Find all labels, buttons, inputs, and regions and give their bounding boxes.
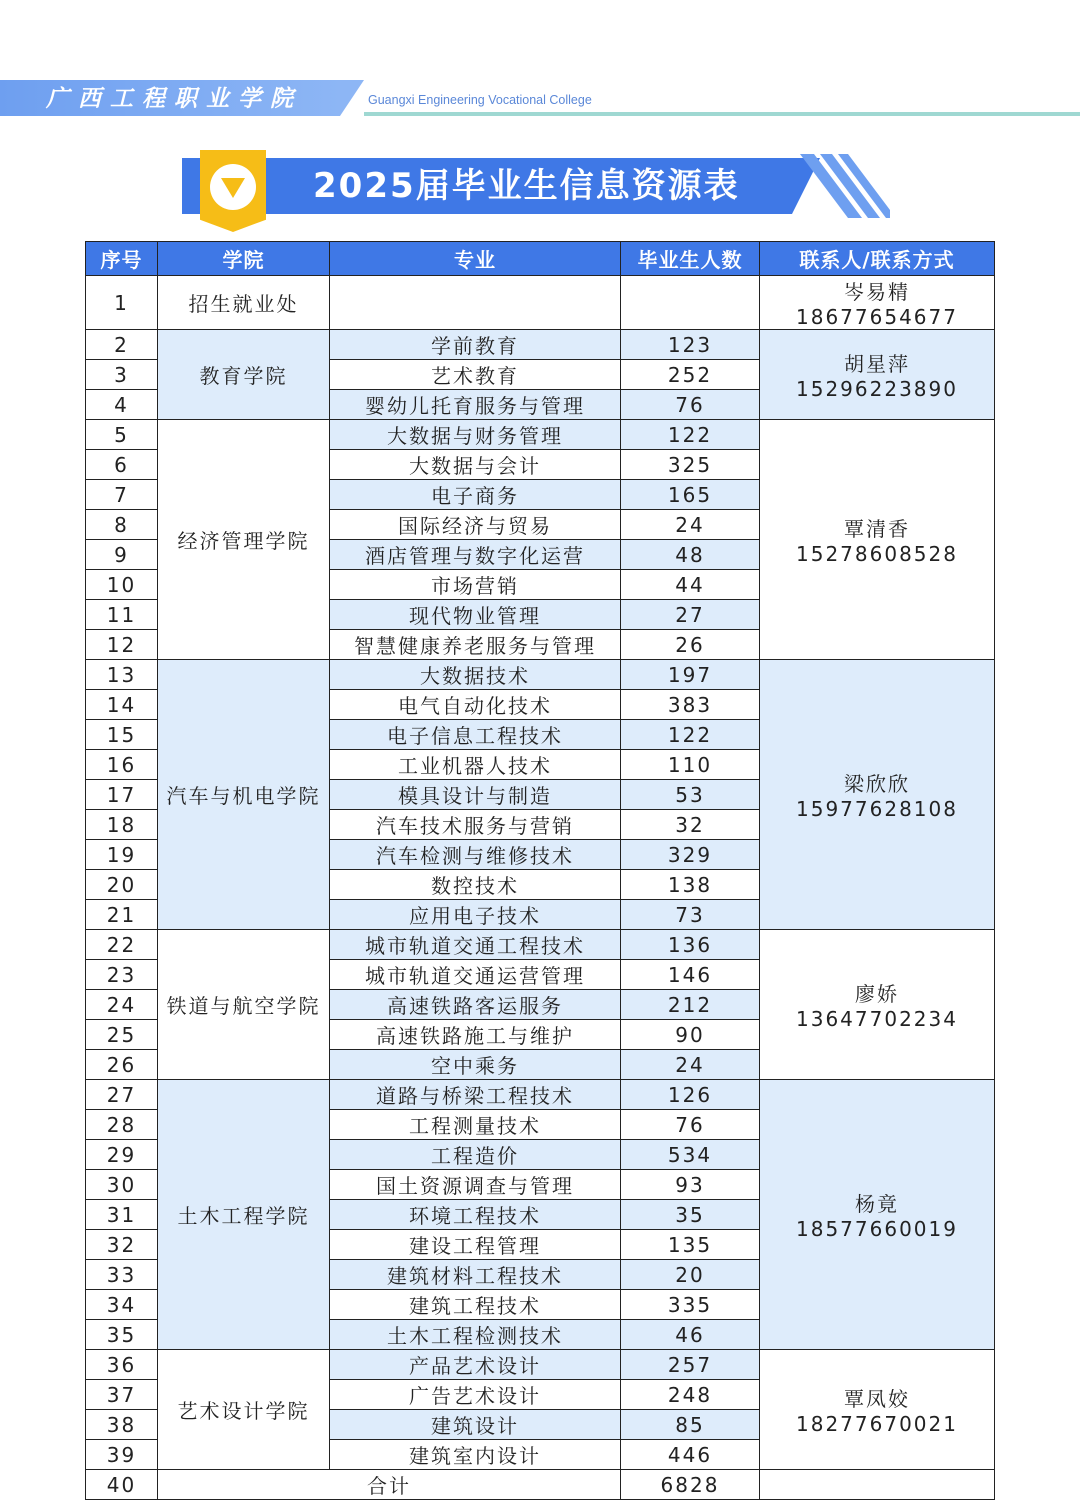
count-cell: 24: [621, 1050, 760, 1080]
row-index: 6: [86, 450, 158, 480]
row-index: 12: [86, 630, 158, 660]
major-cell: 建筑室内设计: [330, 1440, 621, 1470]
table-row: [86, 660, 995, 690]
contact-phone: 18277670021: [796, 1412, 958, 1436]
major-cell: 广告艺术设计: [330, 1380, 621, 1410]
contact-name: 廖娇: [855, 982, 899, 1006]
contact-phone: 18677654677: [796, 305, 958, 329]
count-cell: 110: [621, 750, 760, 780]
count-cell: 257: [621, 1350, 760, 1380]
row-index: 15: [86, 720, 158, 750]
count-cell: 32: [621, 810, 760, 840]
major-cell: 工程造价: [330, 1140, 621, 1170]
college-cell: 艺术设计学院: [158, 1350, 330, 1470]
triangle-icon: [221, 178, 245, 198]
total-count: 6828: [621, 1470, 760, 1500]
row-index: 17: [86, 780, 158, 810]
count-cell: 46: [621, 1320, 760, 1350]
row-index: 28: [86, 1110, 158, 1140]
count-cell: 197: [621, 660, 760, 690]
row-index: 31: [86, 1200, 158, 1230]
major-cell: 高速铁路客运服务: [330, 990, 621, 1020]
row-index: 1: [86, 276, 158, 330]
table-header-row: [86, 242, 995, 276]
row-index: 30: [86, 1170, 158, 1200]
college-cell: 教育学院: [158, 330, 330, 420]
college-cell: 土木工程学院: [158, 1080, 330, 1350]
contact-phone: 15278608528: [796, 542, 958, 566]
count-cell: 138: [621, 870, 760, 900]
major-cell: 现代物业管理: [330, 600, 621, 630]
count-cell: 325: [621, 450, 760, 480]
contact-name: 胡星萍: [844, 352, 910, 376]
major-cell: 国际经济与贸易: [330, 510, 621, 540]
count-cell: 93: [621, 1170, 760, 1200]
row-index: 2: [86, 330, 158, 360]
count-cell: 26: [621, 630, 760, 660]
count-cell: 48: [621, 540, 760, 570]
major-cell: 土木工程检测技术: [330, 1320, 621, 1350]
count-cell: 122: [621, 420, 760, 450]
major-cell: 大数据与会计: [330, 450, 621, 480]
row-index: 9: [86, 540, 158, 570]
major-cell: 学前教育: [330, 330, 621, 360]
contact-phone: 15977628108: [796, 797, 958, 821]
table-row: [86, 330, 995, 360]
major-cell: 建筑工程技术: [330, 1290, 621, 1320]
row-index: 8: [86, 510, 158, 540]
column-header-count: 毕业生人数: [621, 242, 760, 276]
contact-cell: [760, 1080, 995, 1350]
row-index: 37: [86, 1380, 158, 1410]
row-index: 36: [86, 1350, 158, 1380]
row-index: 13: [86, 660, 158, 690]
row-index: 38: [86, 1410, 158, 1440]
count-cell: 212: [621, 990, 760, 1020]
count-cell: 329: [621, 840, 760, 870]
count-cell: 252: [621, 360, 760, 390]
row-index: 18: [86, 810, 158, 840]
row-index: 23: [86, 960, 158, 990]
page-title: 2025届毕业生信息资源表: [313, 166, 740, 206]
major-cell: 建筑设计: [330, 1410, 621, 1440]
major-cell: 电气自动化技术: [330, 690, 621, 720]
count-cell: 24: [621, 510, 760, 540]
total-row: [86, 1470, 995, 1500]
row-index: 21: [86, 900, 158, 930]
table-body: [86, 276, 995, 1500]
college-cell: 汽车与机电学院: [158, 660, 330, 930]
header-divider: [364, 112, 1080, 116]
row-index: 35: [86, 1320, 158, 1350]
count-cell: 146: [621, 960, 760, 990]
major-cell: 道路与桥梁工程技术: [330, 1080, 621, 1110]
college-cell: 经济管理学院: [158, 420, 330, 660]
row-index: 14: [86, 690, 158, 720]
major-cell: 空中乘务: [330, 1050, 621, 1080]
count-cell: [621, 276, 760, 330]
count-cell: 126: [621, 1080, 760, 1110]
college-cell: 招生就业处: [158, 276, 330, 330]
column-header-major: 专业: [330, 242, 621, 276]
count-cell: 335: [621, 1290, 760, 1320]
major-cell: 环境工程技术: [330, 1200, 621, 1230]
total-contact-cell: [760, 1470, 995, 1500]
contact-cell: [760, 930, 995, 1080]
row-index: 34: [86, 1290, 158, 1320]
major-cell: 城市轨道交通运营管理: [330, 960, 621, 990]
contact-cell: [760, 330, 995, 420]
contact-phone: 13647702234: [796, 1007, 958, 1031]
contact-cell: [760, 1350, 995, 1470]
row-index: 39: [86, 1440, 158, 1470]
row-index: 24: [86, 990, 158, 1020]
college-name-cn: 广西工程职业学院: [46, 85, 302, 112]
graduate-info-table: [85, 241, 995, 1500]
row-index: 33: [86, 1260, 158, 1290]
count-cell: 85: [621, 1410, 760, 1440]
column-header-index: 序号: [86, 242, 158, 276]
row-index: 29: [86, 1140, 158, 1170]
major-cell: 城市轨道交通工程技术: [330, 930, 621, 960]
count-cell: 44: [621, 570, 760, 600]
column-header-college: 学院: [158, 242, 330, 276]
row-index: 19: [86, 840, 158, 870]
row-index: 27: [86, 1080, 158, 1110]
row-index: 5: [86, 420, 158, 450]
count-cell: 20: [621, 1260, 760, 1290]
major-cell: 汽车技术服务与营销: [330, 810, 621, 840]
major-cell: 模具设计与制造: [330, 780, 621, 810]
count-cell: 76: [621, 1110, 760, 1140]
count-cell: 534: [621, 1140, 760, 1170]
contact-name: 覃清香: [844, 517, 910, 541]
count-cell: 53: [621, 780, 760, 810]
row-index: 26: [86, 1050, 158, 1080]
count-cell: 165: [621, 480, 760, 510]
row-index: 10: [86, 570, 158, 600]
major-cell: 艺术教育: [330, 360, 621, 390]
row-index: 3: [86, 360, 158, 390]
major-cell: 电子商务: [330, 480, 621, 510]
major-cell: 国土资源调查与管理: [330, 1170, 621, 1200]
count-cell: 123: [621, 330, 760, 360]
table-row: [86, 1080, 995, 1110]
major-cell: 建筑材料工程技术: [330, 1260, 621, 1290]
contact-phone: 15296223890: [796, 377, 958, 401]
count-cell: 73: [621, 900, 760, 930]
column-header-contact: 联系人/联系方式: [760, 242, 995, 276]
major-cell: [330, 276, 621, 330]
contact-cell: [760, 660, 995, 930]
major-cell: 工程测量技术: [330, 1110, 621, 1140]
major-cell: 工业机器人技术: [330, 750, 621, 780]
header-band-tip: [340, 80, 364, 116]
row-index: 40: [86, 1470, 158, 1500]
count-cell: 248: [621, 1380, 760, 1410]
major-cell: 市场营销: [330, 570, 621, 600]
table-row: [86, 1350, 995, 1380]
count-cell: 383: [621, 690, 760, 720]
contact-phone: 18577660019: [796, 1217, 958, 1241]
row-index: 25: [86, 1020, 158, 1050]
major-cell: 酒店管理与数字化运营: [330, 540, 621, 570]
count-cell: 446: [621, 1440, 760, 1470]
total-label: 合计: [158, 1470, 621, 1500]
table-row: [86, 276, 995, 330]
major-cell: 应用电子技术: [330, 900, 621, 930]
contact-name: 岑易精: [844, 280, 910, 304]
major-cell: 婴幼儿托育服务与管理: [330, 390, 621, 420]
row-index: 22: [86, 930, 158, 960]
major-cell: 建设工程管理: [330, 1230, 621, 1260]
count-cell: 136: [621, 930, 760, 960]
major-cell: 大数据技术: [330, 660, 621, 690]
contact-name: 梁欣欣: [844, 772, 910, 796]
row-index: 20: [86, 870, 158, 900]
count-cell: 122: [621, 720, 760, 750]
major-cell: 电子信息工程技术: [330, 720, 621, 750]
count-cell: 90: [621, 1020, 760, 1050]
major-cell: 产品艺术设计: [330, 1350, 621, 1380]
row-index: 4: [86, 390, 158, 420]
major-cell: 数控技术: [330, 870, 621, 900]
count-cell: 35: [621, 1200, 760, 1230]
count-cell: 135: [621, 1230, 760, 1260]
table-row: [86, 930, 995, 960]
college-name-en: Guangxi Engineering Vocational College: [368, 93, 592, 107]
contact-name: 杨竟: [855, 1192, 899, 1216]
stripes-decoration: [800, 154, 890, 218]
row-index: 7: [86, 480, 158, 510]
contact-cell: [760, 276, 995, 330]
college-cell: 铁道与航空学院: [158, 930, 330, 1080]
count-cell: 27: [621, 600, 760, 630]
major-cell: 汽车检测与维修技术: [330, 840, 621, 870]
contact-cell: [760, 420, 995, 660]
count-cell: 76: [621, 390, 760, 420]
table-row: [86, 420, 995, 450]
major-cell: 高速铁路施工与维护: [330, 1020, 621, 1050]
major-cell: 大数据与财务管理: [330, 420, 621, 450]
major-cell: 智慧健康养老服务与管理: [330, 630, 621, 660]
row-index: 11: [86, 600, 158, 630]
row-index: 32: [86, 1230, 158, 1260]
row-index: 16: [86, 750, 158, 780]
contact-name: 覃凤姣: [844, 1387, 910, 1411]
